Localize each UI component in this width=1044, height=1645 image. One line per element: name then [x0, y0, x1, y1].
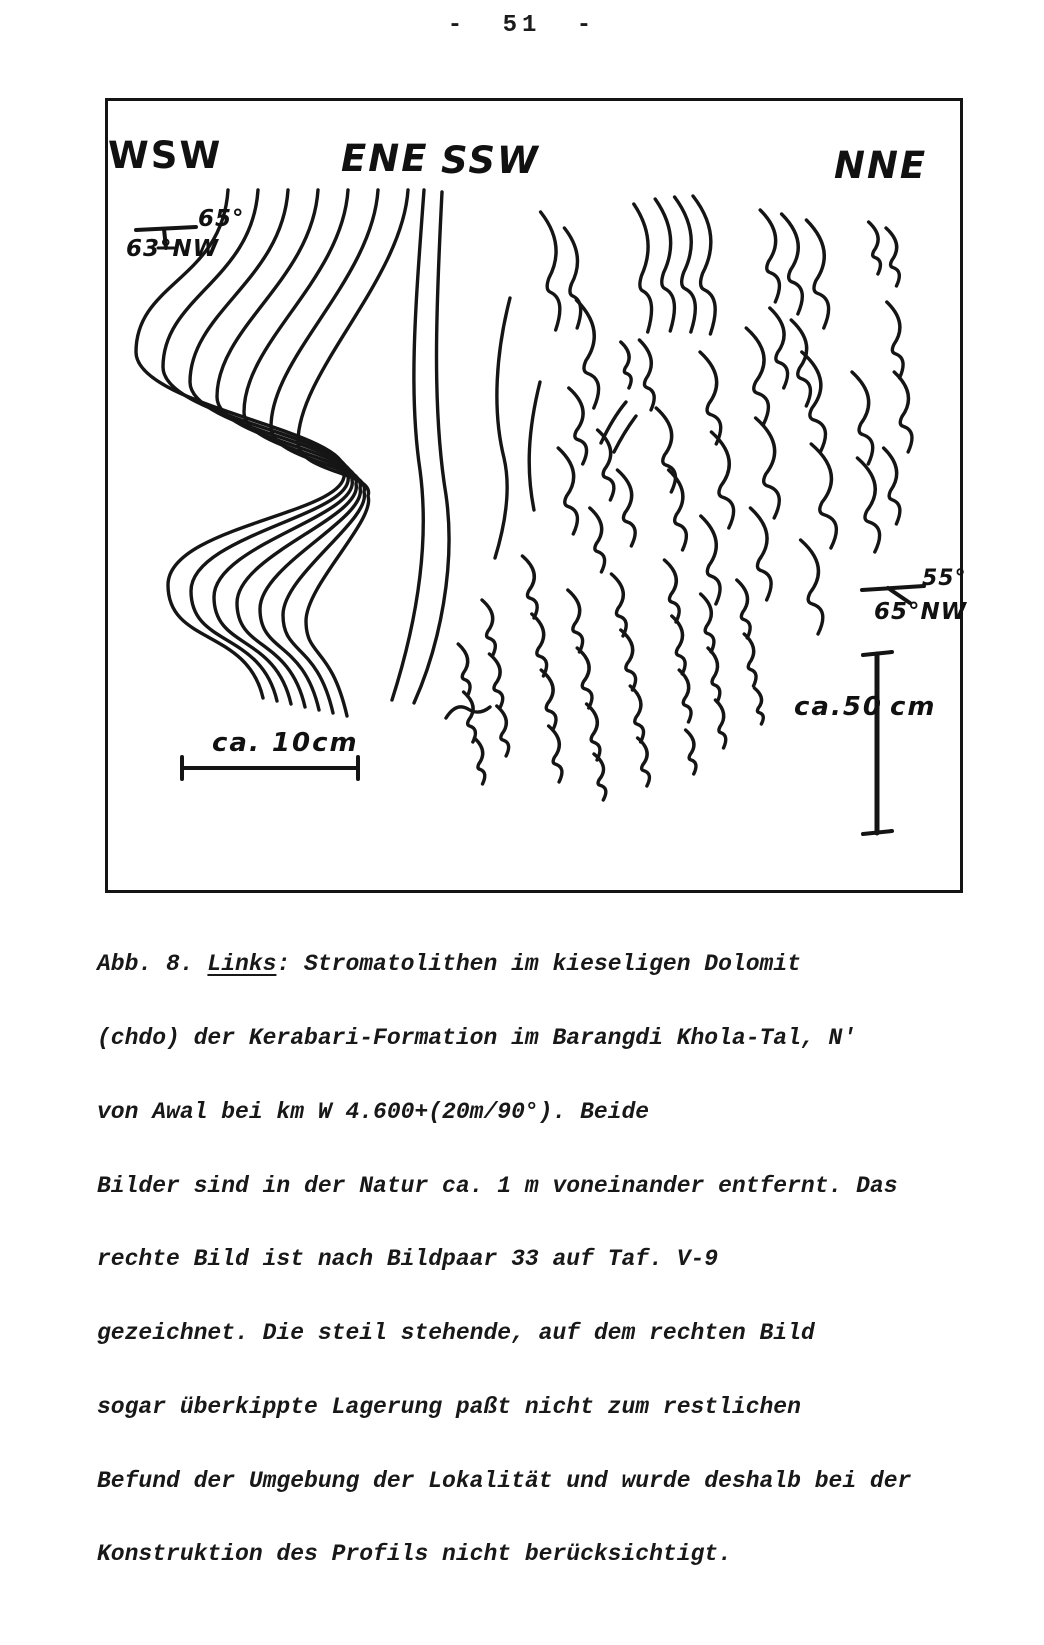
- caption-line: Befund der Umgebung der Lokalität und wurde deshalb bei der: [97, 1467, 912, 1494]
- scale-bar-right-unit: cm: [890, 692, 937, 722]
- dip-right-angle: 55°: [922, 566, 967, 591]
- caption-line: sogar überkippte Lagerung paßt nicht zum restlichen: [97, 1393, 801, 1420]
- caption-line: rechte Bild ist nach Bildpaar 33 auf Taf. V-9: [97, 1246, 719, 1273]
- dip-left-direction: 63°NW: [126, 236, 220, 262]
- caption-line: gezeichnet. Die steil stehende, auf dem rechten Bild: [97, 1320, 815, 1347]
- caption-line: Abb. 8. Links: Stromatolithen im kieseligen Dolomit: [97, 951, 801, 978]
- caption-line: von Awal bei km W 4.600+(20m/90°). Beide: [97, 1098, 650, 1125]
- scale-bar-right-value: ca.50: [794, 692, 884, 722]
- caption-line: Bilder sind in der Natur ca. 1 m voneinander entfernt. Das: [97, 1172, 898, 1199]
- scale-bar-left-label: ca. 10cm: [212, 728, 359, 758]
- dip-left-angle: 65°: [198, 206, 245, 232]
- caption-underlined-word: Links: [207, 951, 277, 978]
- page-number: - 51 -: [447, 12, 597, 39]
- label-ene: ENE: [341, 137, 429, 180]
- label-wsw: WSW: [108, 134, 223, 177]
- left-fold-sketch: [136, 190, 449, 716]
- figure-caption: [97, 903, 977, 1616]
- dip-right-direction: 65°NW: [874, 599, 968, 625]
- label-ssw: SSW: [441, 139, 540, 182]
- caption-line: Konstruktion des Profils nicht berücksichtigt.: [97, 1541, 732, 1568]
- label-nne: NNE: [834, 144, 928, 187]
- caption-line: (chdo) der Kerabari-Formation im Barangdi Khola-Tal, N': [97, 1024, 857, 1051]
